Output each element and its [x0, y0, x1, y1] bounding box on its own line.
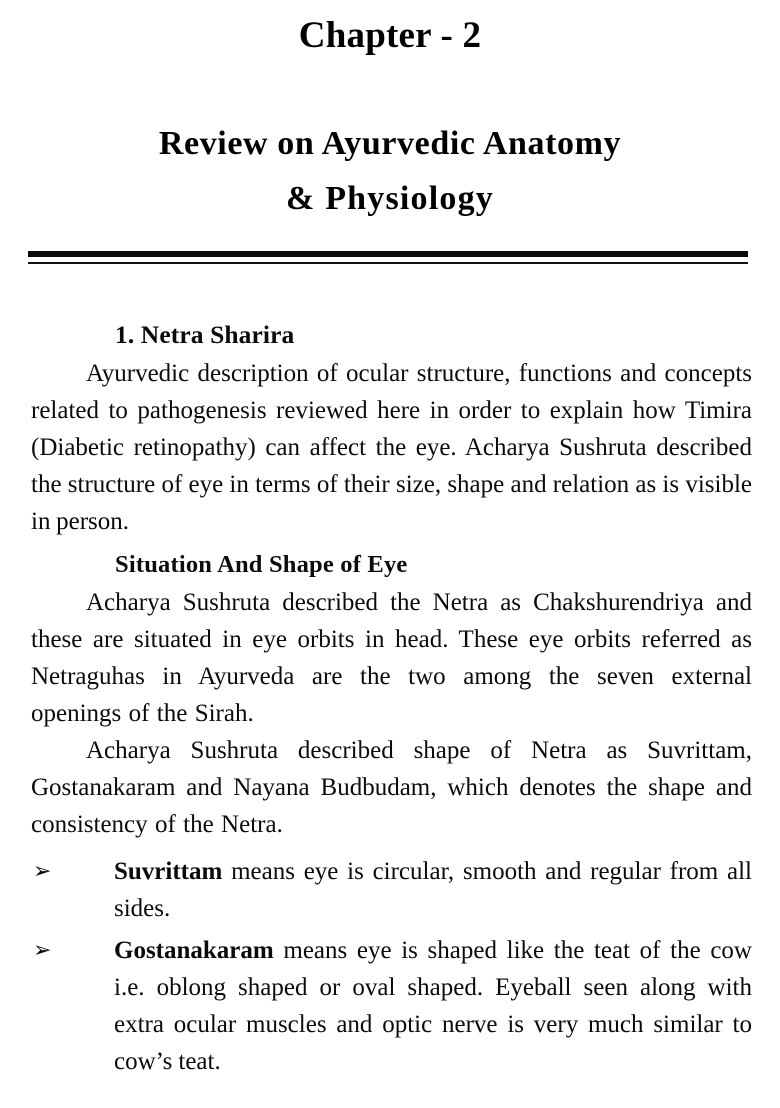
page-body	[31, 318, 752, 1085]
list-item-term: Suvrittam	[114, 858, 223, 885]
page-title	[40, 116, 740, 226]
arrowhead-bullet-icon: ➢	[33, 859, 52, 884]
list-item	[31, 932, 752, 1080]
page-title-line-1: Review on Ayurvedic Anatomy	[158, 125, 622, 162]
bullet-list	[31, 853, 752, 1080]
list-item	[31, 853, 752, 927]
section-heading-netra-sharira: 1. Netra Sharira	[115, 320, 295, 349]
list-item-text	[114, 853, 752, 927]
title-divider	[28, 251, 748, 264]
arrowhead-bullet-icon: ➢	[33, 938, 52, 963]
list-item-definition: means eye is circular, smooth and regular from all sides.	[114, 858, 752, 922]
paragraph-shape-of-netra: Acharya Sushruta described shape of Netra as Suvrittam, Gostanakaram and Nayana Budbudam, which denotes the shape and consistency of the Netra.	[31, 737, 752, 838]
divider-thin-rule	[28, 262, 748, 264]
list-item-definition: means eye is shaped like the teat of the cow i.e. oblong shaped or oval shaped. Eyeball seen along with extra ocular muscles and optic nerve is very much similar to cow’s teat.	[114, 937, 752, 1075]
paragraph-situation-of-eye: Acharya Sushruta described the Netra as Chakshurendriya and these are situated in eye orbits in head. These eye orbits referred as Netraguhas in Ayurveda are the two among the seven external openings of the Sirah.	[31, 589, 752, 727]
chapter-label: Chapter - 2	[298, 15, 482, 56]
list-item-text	[114, 932, 752, 1080]
page-title-line-2: & Physiology	[285, 180, 495, 218]
paragraph-ocular-description: Ayurvedic description of ocular structure, functions and concepts related to pathogenesis reviewed here in order to explain how Timira (Diabetic retinopathy) can affect the eye. Acharya Sushruta described the structure of eye in terms of their size, shape and relation as is visible in person.	[31, 360, 752, 535]
list-item-term: Gostanakaram	[114, 937, 274, 964]
section-heading-situation-and-shape-of-eye: Situation And Shape of Eye	[115, 551, 408, 578]
